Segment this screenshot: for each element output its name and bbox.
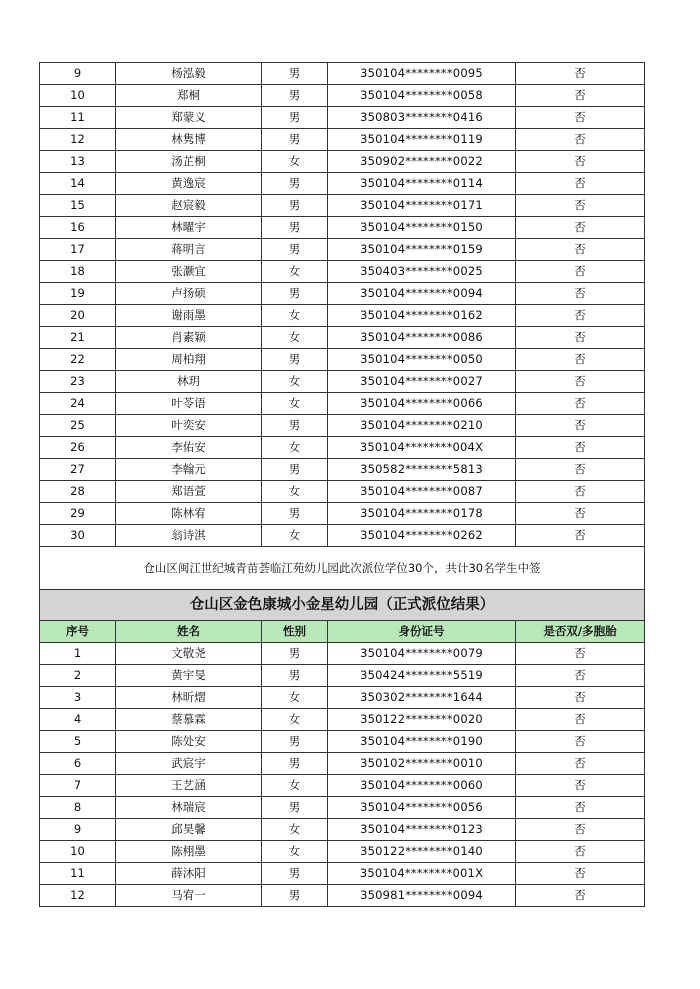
cell-gender: 女 (262, 709, 328, 731)
cell-gender: 男 (262, 415, 328, 437)
cell-twin-flag: 否 (516, 481, 645, 503)
table-row (40, 415, 645, 437)
cell-twin-flag: 否 (516, 173, 645, 195)
column-header-id: 身份证号 (328, 621, 516, 643)
cell-no: 22 (40, 349, 116, 371)
cell-gender: 女 (262, 151, 328, 173)
cell-no: 30 (40, 525, 116, 547)
cell-id-number: 350104********0171 (328, 195, 516, 217)
allocation-table (39, 62, 645, 907)
cell-twin-flag: 否 (516, 415, 645, 437)
cell-twin-flag: 否 (516, 665, 645, 687)
cell-name: 郑桐 (116, 85, 262, 107)
cell-name: 陈处安 (116, 731, 262, 753)
cell-no: 21 (40, 327, 116, 349)
cell-no: 25 (40, 415, 116, 437)
column-header-name: 姓名 (116, 621, 262, 643)
cell-gender: 男 (262, 129, 328, 151)
cell-twin-flag: 否 (516, 129, 645, 151)
cell-name: 肖素颖 (116, 327, 262, 349)
cell-no: 23 (40, 371, 116, 393)
table-row (40, 775, 645, 797)
cell-name: 林昕熠 (116, 687, 262, 709)
table-row (40, 107, 645, 129)
cell-no: 6 (40, 753, 116, 775)
cell-name: 林曜宇 (116, 217, 262, 239)
cell-gender: 男 (262, 217, 328, 239)
cell-name: 蔡慕霖 (116, 709, 262, 731)
cell-id-number: 350803********0416 (328, 107, 516, 129)
cell-twin-flag: 否 (516, 775, 645, 797)
cell-gender: 女 (262, 371, 328, 393)
cell-no: 19 (40, 283, 116, 305)
cell-gender: 男 (262, 107, 328, 129)
table-row (40, 173, 645, 195)
cell-name: 赵宸毅 (116, 195, 262, 217)
cell-no: 8 (40, 797, 116, 819)
cell-gender: 男 (262, 173, 328, 195)
column-header-gender: 性别 (262, 621, 328, 643)
section2-header-row (40, 621, 645, 643)
cell-id-number: 350104********0027 (328, 371, 516, 393)
table-row (40, 283, 645, 305)
cell-gender: 女 (262, 327, 328, 349)
cell-twin-flag: 否 (516, 305, 645, 327)
cell-gender: 男 (262, 797, 328, 819)
cell-gender: 女 (262, 393, 328, 415)
cell-twin-flag: 否 (516, 349, 645, 371)
cell-name: 薛沐阳 (116, 863, 262, 885)
cell-no: 12 (40, 129, 116, 151)
table-row (40, 503, 645, 525)
table-row (40, 481, 645, 503)
cell-twin-flag: 否 (516, 371, 645, 393)
cell-name: 郑蒙义 (116, 107, 262, 129)
cell-id-number: 350102********0010 (328, 753, 516, 775)
cell-id-number: 350104********0150 (328, 217, 516, 239)
cell-no: 29 (40, 503, 116, 525)
cell-twin-flag: 否 (516, 731, 645, 753)
cell-twin-flag: 否 (516, 239, 645, 261)
cell-gender: 男 (262, 239, 328, 261)
cell-twin-flag: 否 (516, 525, 645, 547)
cell-id-number: 350104********0094 (328, 283, 516, 305)
cell-no: 3 (40, 687, 116, 709)
cell-no: 24 (40, 393, 116, 415)
cell-name: 陈栩墨 (116, 841, 262, 863)
table-row (40, 349, 645, 371)
cell-no: 11 (40, 107, 116, 129)
table-row (40, 393, 645, 415)
section1-summary-row (40, 547, 645, 590)
cell-id-number: 350104********004X (328, 437, 516, 459)
cell-gender: 男 (262, 665, 328, 687)
cell-twin-flag: 否 (516, 437, 645, 459)
cell-id-number: 350122********0020 (328, 709, 516, 731)
cell-gender: 女 (262, 819, 328, 841)
table-row (40, 863, 645, 885)
cell-no: 10 (40, 841, 116, 863)
cell-id-number: 350122********0140 (328, 841, 516, 863)
table-row (40, 753, 645, 775)
cell-gender: 男 (262, 885, 328, 907)
cell-twin-flag: 否 (516, 393, 645, 415)
cell-id-number: 350104********001X (328, 863, 516, 885)
cell-name: 张灏宜 (116, 261, 262, 283)
cell-id-number: 350104********0060 (328, 775, 516, 797)
cell-gender: 男 (262, 753, 328, 775)
cell-name: 郑语萱 (116, 481, 262, 503)
cell-name: 陈林宥 (116, 503, 262, 525)
cell-name: 李佑安 (116, 437, 262, 459)
cell-no: 4 (40, 709, 116, 731)
cell-gender: 男 (262, 63, 328, 85)
cell-id-number: 350104********0050 (328, 349, 516, 371)
section2-title-row (40, 590, 645, 621)
cell-id-number: 350104********0056 (328, 797, 516, 819)
cell-id-number: 350104********0079 (328, 643, 516, 665)
cell-no: 1 (40, 643, 116, 665)
cell-twin-flag: 否 (516, 261, 645, 283)
cell-name: 卢扬硕 (116, 283, 262, 305)
cell-id-number: 350104********0123 (328, 819, 516, 841)
cell-gender: 女 (262, 775, 328, 797)
cell-no: 14 (40, 173, 116, 195)
table-row (40, 63, 645, 85)
cell-no: 9 (40, 819, 116, 841)
cell-gender: 女 (262, 437, 328, 459)
cell-id-number: 350424********5519 (328, 665, 516, 687)
cell-gender: 女 (262, 481, 328, 503)
cell-twin-flag: 否 (516, 709, 645, 731)
cell-twin-flag: 否 (516, 687, 645, 709)
cell-name: 李翰元 (116, 459, 262, 481)
cell-name: 翁诗淇 (116, 525, 262, 547)
table-row (40, 797, 645, 819)
cell-no: 10 (40, 85, 116, 107)
section2-school-title: 仓山区金色康城小金星幼儿园（正式派位结果） (40, 590, 645, 621)
cell-id-number: 350104********0159 (328, 239, 516, 261)
cell-name: 王艺涵 (116, 775, 262, 797)
cell-id-number: 350104********0087 (328, 481, 516, 503)
cell-id-number: 350403********0025 (328, 261, 516, 283)
cell-name: 林玥 (116, 371, 262, 393)
cell-gender: 女 (262, 525, 328, 547)
cell-twin-flag: 否 (516, 753, 645, 775)
cell-no: 5 (40, 731, 116, 753)
table-row (40, 459, 645, 481)
cell-name: 林瑞宸 (116, 797, 262, 819)
cell-name: 马宥一 (116, 885, 262, 907)
cell-twin-flag: 否 (516, 643, 645, 665)
column-header-no: 序号 (40, 621, 116, 643)
cell-twin-flag: 否 (516, 283, 645, 305)
cell-gender: 男 (262, 349, 328, 371)
cell-id-number: 350104********0058 (328, 85, 516, 107)
cell-gender: 女 (262, 841, 328, 863)
cell-no: 7 (40, 775, 116, 797)
cell-id-number: 350104********0210 (328, 415, 516, 437)
table-row (40, 371, 645, 393)
cell-twin-flag: 否 (516, 327, 645, 349)
cell-twin-flag: 否 (516, 217, 645, 239)
cell-id-number: 350104********0086 (328, 327, 516, 349)
table-row (40, 731, 645, 753)
cell-id-number: 350104********0190 (328, 731, 516, 753)
cell-id-number: 350104********0114 (328, 173, 516, 195)
cell-gender: 女 (262, 305, 328, 327)
column-header-twin: 是否双/多胞胎 (516, 621, 645, 643)
table-row (40, 841, 645, 863)
table-row (40, 261, 645, 283)
cell-no: 27 (40, 459, 116, 481)
table-row (40, 195, 645, 217)
cell-twin-flag: 否 (516, 819, 645, 841)
cell-id-number: 350302********1644 (328, 687, 516, 709)
cell-name: 蒋明言 (116, 239, 262, 261)
cell-name: 汤芷桐 (116, 151, 262, 173)
cell-twin-flag: 否 (516, 107, 645, 129)
cell-gender: 女 (262, 261, 328, 283)
cell-no: 15 (40, 195, 116, 217)
table-row (40, 217, 645, 239)
cell-id-number: 350104********0119 (328, 129, 516, 151)
cell-name: 文敬尧 (116, 643, 262, 665)
cell-name: 周柏翔 (116, 349, 262, 371)
cell-no: 28 (40, 481, 116, 503)
cell-gender: 男 (262, 459, 328, 481)
cell-gender: 男 (262, 863, 328, 885)
cell-no: 16 (40, 217, 116, 239)
cell-gender: 男 (262, 731, 328, 753)
cell-twin-flag: 否 (516, 885, 645, 907)
section1-summary-note: 仓山区闽江世纪城青苗荟临江苑幼儿园此次派位学位30个，共计30名学生中签 (40, 547, 645, 590)
table-row (40, 665, 645, 687)
cell-name: 林隽博 (116, 129, 262, 151)
cell-id-number: 350902********0022 (328, 151, 516, 173)
cell-id-number: 350104********0262 (328, 525, 516, 547)
cell-no: 9 (40, 63, 116, 85)
cell-gender: 男 (262, 503, 328, 525)
cell-id-number: 350104********0162 (328, 305, 516, 327)
cell-no: 26 (40, 437, 116, 459)
cell-name: 邱昊馨 (116, 819, 262, 841)
cell-name: 武宸宇 (116, 753, 262, 775)
cell-twin-flag: 否 (516, 63, 645, 85)
cell-gender: 男 (262, 283, 328, 305)
cell-no: 12 (40, 885, 116, 907)
cell-id-number: 350104********0178 (328, 503, 516, 525)
table-row (40, 85, 645, 107)
table-row (40, 687, 645, 709)
cell-name: 叶苓语 (116, 393, 262, 415)
table-row (40, 525, 645, 547)
table-row (40, 305, 645, 327)
cell-id-number: 350582********5813 (328, 459, 516, 481)
cell-name: 杨泓毅 (116, 63, 262, 85)
cell-twin-flag: 否 (516, 459, 645, 481)
cell-name: 黄宇旻 (116, 665, 262, 687)
cell-twin-flag: 否 (516, 151, 645, 173)
allocation-table-body (40, 63, 645, 907)
cell-no: 20 (40, 305, 116, 327)
cell-gender: 女 (262, 687, 328, 709)
table-row (40, 819, 645, 841)
table-row (40, 437, 645, 459)
cell-id-number: 350981********0094 (328, 885, 516, 907)
cell-id-number: 350104********0066 (328, 393, 516, 415)
table-row (40, 885, 645, 907)
cell-id-number: 350104********0095 (328, 63, 516, 85)
cell-twin-flag: 否 (516, 503, 645, 525)
cell-twin-flag: 否 (516, 863, 645, 885)
cell-no: 17 (40, 239, 116, 261)
cell-name: 谢雨墨 (116, 305, 262, 327)
cell-gender: 男 (262, 643, 328, 665)
cell-gender: 男 (262, 195, 328, 217)
cell-twin-flag: 否 (516, 85, 645, 107)
cell-no: 18 (40, 261, 116, 283)
table-row (40, 151, 645, 173)
cell-gender: 男 (262, 85, 328, 107)
table-row (40, 709, 645, 731)
cell-name: 叶奕安 (116, 415, 262, 437)
cell-name: 黄逸宸 (116, 173, 262, 195)
cell-no: 11 (40, 863, 116, 885)
table-row (40, 327, 645, 349)
table-row (40, 239, 645, 261)
cell-twin-flag: 否 (516, 195, 645, 217)
cell-no: 2 (40, 665, 116, 687)
table-row (40, 129, 645, 151)
cell-twin-flag: 否 (516, 841, 645, 863)
cell-twin-flag: 否 (516, 797, 645, 819)
cell-no: 13 (40, 151, 116, 173)
table-row (40, 643, 645, 665)
